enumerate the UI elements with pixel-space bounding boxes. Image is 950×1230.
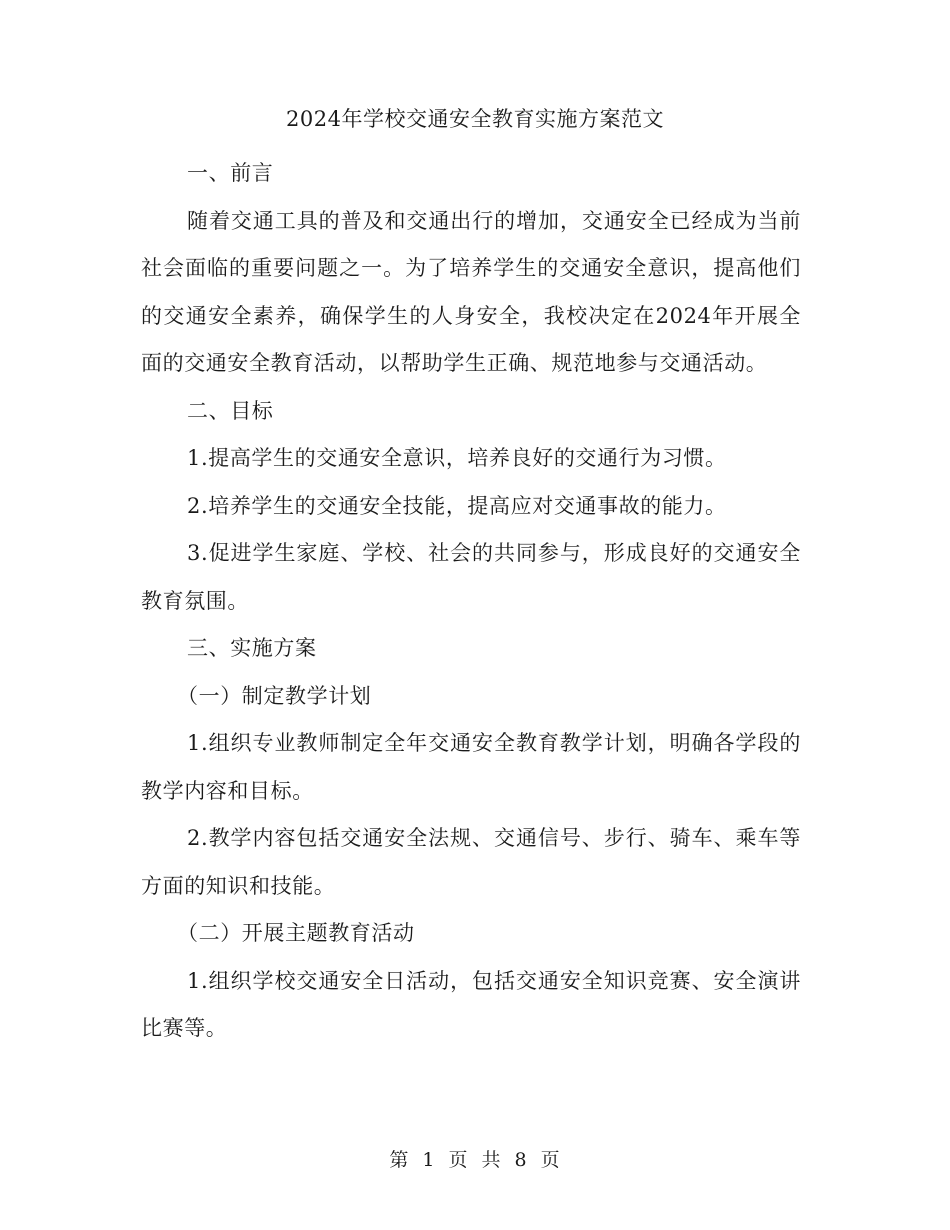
section-heading-plan: 三、实施方案 — [187, 636, 317, 660]
plan-item-2: 2.教学内容包括交通安全法规、交通信号、步行、骑车、乘车等方面的知识和技能。 — [141, 826, 801, 898]
section-heading-preface: 一、前言 — [187, 161, 274, 185]
document-title: 2024年学校交通安全教育实施方案范文 — [286, 107, 664, 131]
paragraph-preface: 随着交通工具的普及和交通出行的增加，交通安全已经成为当前社会面临的重要问题之一。为了培养学生的交通安全意识，提高他们的交通安全素养，确保学生的人身安全，我校决定在2024年开展全面的交通安全教育活动，以帮助学生正确、规范地参与交通活动。 — [141, 208, 801, 375]
subsection-heading-activities: （二）开展主题教育活动 — [177, 921, 415, 945]
subsection-heading-teaching-plan: （一）制定教学计划 — [177, 683, 372, 708]
section-heading-goals: 二、目标 — [187, 398, 274, 423]
goal-item-3: 3.促进学生家庭、学校、社会的共同参与，形成良好的交通安全教育氛围。 — [141, 541, 801, 613]
activity-item-1: 1.组织学校交通安全日活动，包括交通安全知识竞赛、安全演讲比赛等。 — [141, 968, 801, 1040]
goal-item-1: 1.提高学生的交通安全意识，培养良好的交通行为习惯。 — [187, 446, 727, 470]
plan-item-1: 1.组织专业教师制定全年交通安全教育教学计划，明确各学段的教学内容和目标。 — [141, 731, 801, 803]
document-body — [141, 150, 801, 1053]
goal-item-2: 2.培养学生的交通安全技能，提高应对交通事故的能力。 — [187, 493, 727, 518]
page-number-footer: 第 1 页 共 8 页 — [389, 1149, 561, 1171]
